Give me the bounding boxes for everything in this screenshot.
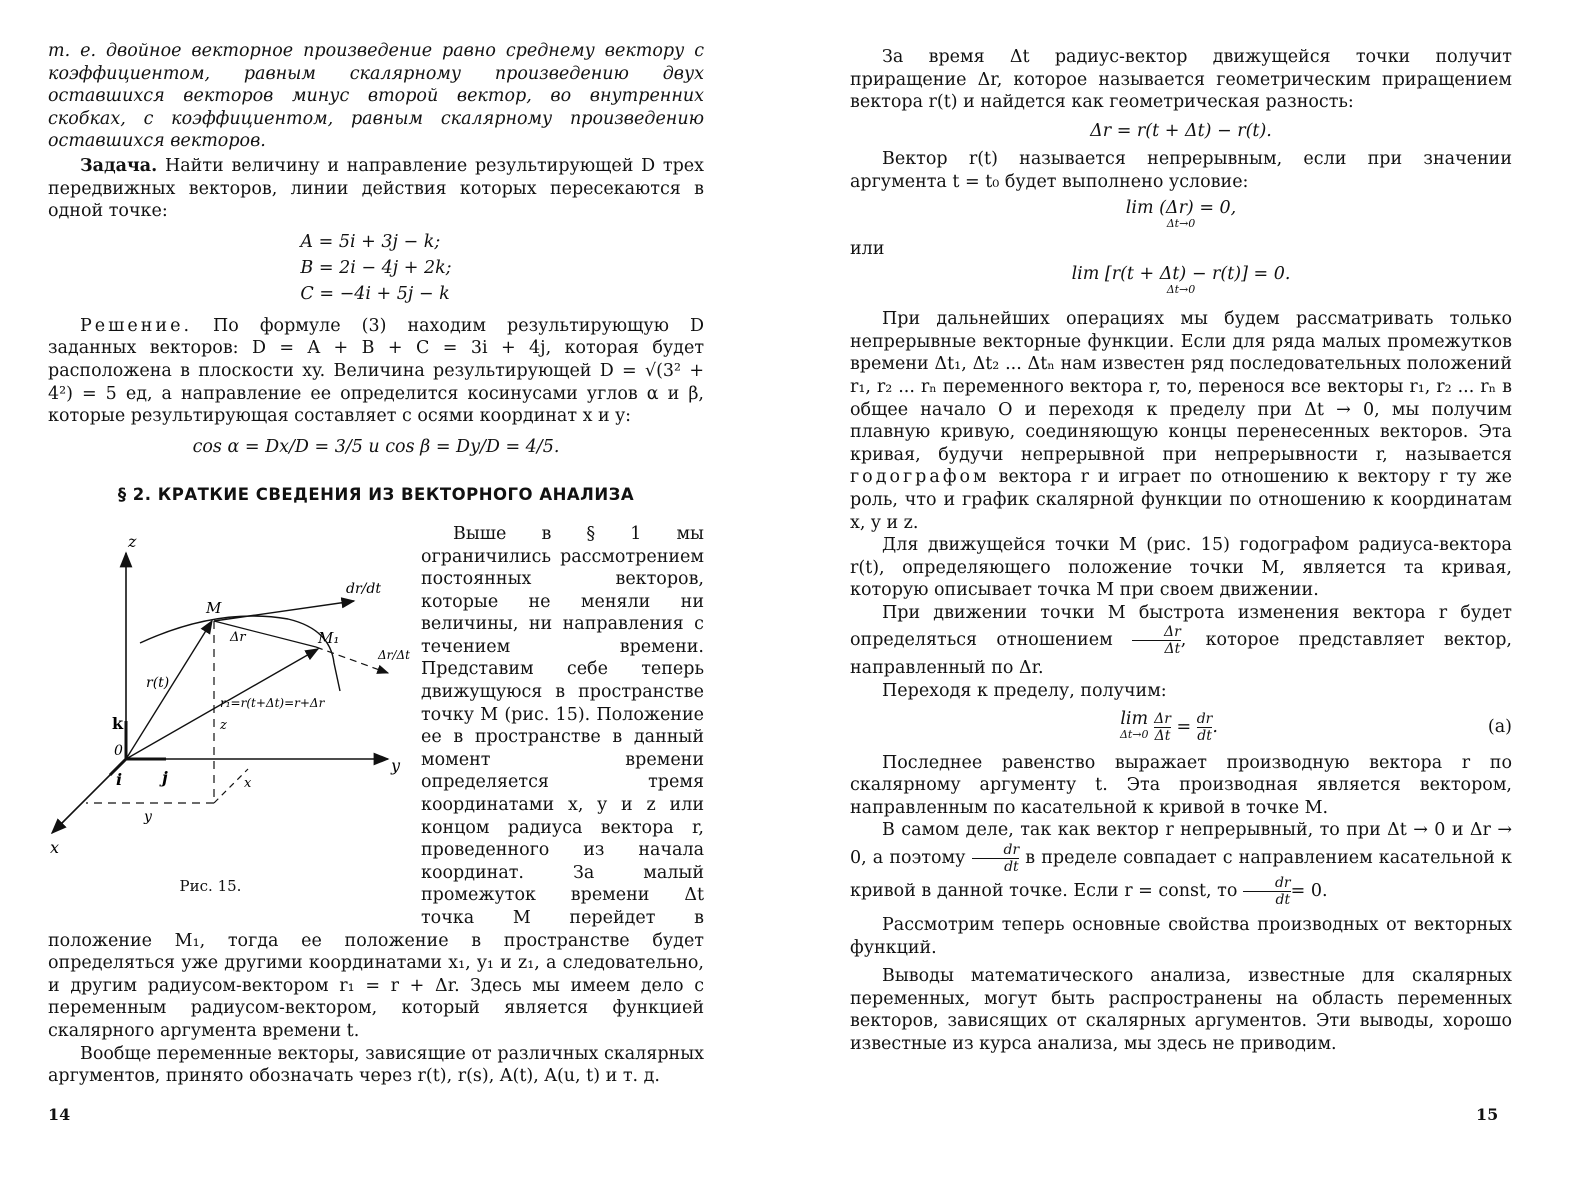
figure-caption: Рис. 15. (179, 876, 242, 895)
right-column (850, 46, 1512, 1056)
page-number-left: 14 (48, 1105, 71, 1124)
task-text: Найти величину и направление результирующей D трех передвижных векторов, линии действия которых пересекаются в одной точке: (48, 155, 704, 222)
limit-equation-1 (850, 197, 1512, 232)
moving-point-paragraph: Для движущейся точки M (рис. 15) годографом радиуса-вектора r(t), определяющего положение точки M, является та кривая, которую описывает точка M при своем движении. (850, 535, 1512, 601)
page-number-right: 15 (1476, 1105, 1499, 1124)
cos-equation: cos α = Dx/D = 3/5 и cos β = Dy/D = 4/5. (192, 436, 560, 457)
projection-diagonal (214, 769, 248, 803)
hodograph-text: При дальнейших операциях мы будем рассматривать только непрерывные векторные функции. Если для ряда малых промежутков времени Δt₁, Δt₂ ... Δtₙ нам известен ряд последовательных положений r₁, r₂ ... rₙ переменного вектора r, то, перенося все векторы r₁, r₂ ... rₙ в общее начало O и переходя к пределу при Δt → 0, мы получим плавную кривую, соединяющую концы перенесенных векторов. Эта кривая, будучи непрерывной при непрерывности r, называется (850, 309, 1512, 465)
conclusions-paragraph: Выводы математического анализа, известные для скалярных переменных, могут быть распространены на область переменных векторов, зависящих от скалярных аргументов. Эти выводы, хорошо известные из курса анализа, мы здесь не приводим. (850, 966, 1512, 1054)
task-label: Задача. (80, 155, 158, 176)
tangent-frac-num: dr (972, 842, 1020, 859)
increment-equation: Δr = r(t + Δt) − r(t). (1090, 120, 1272, 141)
rate-fraction-den: Δt (1164, 641, 1181, 658)
eq4-num1: Δr (1154, 710, 1171, 727)
tangent-text-2: в пределе совпадает с направлением касательной к кривой в данной точке. Если r = const, то (850, 848, 1512, 902)
equation-c: C = −4i + 5j − k (300, 283, 450, 304)
eq4-den2: dt (1197, 727, 1212, 744)
rate-text: При движении точки M быстрота изменения вектора r будет определяться отношением (850, 602, 1512, 651)
r1-equation-label: r₁=r(t+Δt)=r+Δr (220, 695, 325, 710)
limit-intro: Переходя к пределу, получим: (882, 681, 1167, 702)
tangent-text-3: = 0. (1290, 881, 1328, 902)
limit-1-sub: Δt→0 (1166, 216, 1196, 230)
or-word: или (850, 238, 885, 259)
x-axis-label: x (50, 837, 60, 857)
derivative-paragraph: Последнее равенство выражает производную вектора r по скалярному аргументу t. Эта производная является вектором, направленным по касательной к кривой в точке M. (850, 752, 1512, 818)
const-frac-num: dr (1243, 875, 1291, 892)
tangent-paragraph (850, 819, 1512, 908)
i-label: i (116, 769, 123, 789)
tangent-text: В самом деле, так как вектор r непрерывный, то при Δt → 0 и Δr → 0, а поэтому (850, 820, 1512, 869)
rate-fraction (1132, 624, 1181, 657)
solution-label: Решение. (80, 315, 193, 336)
hodograph-paragraph (850, 308, 1512, 534)
equation-b: B = 2i − 4j + 2k; (300, 257, 452, 278)
z-axis-label: z (128, 531, 137, 551)
point-m-label: M (206, 598, 222, 617)
limit-2-sub: Δt→0 (1166, 283, 1196, 297)
hodograph-term: годографом (850, 467, 990, 488)
left-page (0, 0, 760, 1204)
y-projection-label: y (144, 808, 152, 825)
const-frac-den: dt (1275, 892, 1291, 909)
properties-paragraph: Рассмотрим теперь основные свойства производных от векторных функций. (850, 915, 1512, 958)
solution-text: По формуле (3) находим результирующую D заданных векторов: D = A + B + C = 3i + 4j, которая будет расположена в плоскости xy. Величина результирующей D = √(3² + 4²) = 5 ед, а направление ее определится косинусами углов α и β, которые результирующая составляет с осями координат x и y: (48, 315, 704, 427)
task-paragraph (48, 155, 704, 223)
equation-label-a: (a) (1487, 716, 1512, 737)
vector-diagram (48, 523, 413, 873)
eq4-den1: Δt (1154, 727, 1171, 744)
figure-15 (48, 523, 413, 923)
left-column (48, 40, 704, 1088)
k-label: k (112, 713, 124, 733)
right-page (800, 0, 1590, 1204)
delta-r-dt-label: Δr/Δt (378, 647, 410, 662)
eq4-lim: lim (1120, 709, 1149, 730)
eq4-sub: Δt→0 (1119, 728, 1149, 742)
increment-paragraph: За время Δt радиус-вектор движущейся точки получит приращение Δr, которое называется геометрическим приращением вектора r(t) и найдется как геометрическая разность: (850, 47, 1512, 113)
variable-vectors-paragraph: Вообще переменные векторы, зависящие от различных скалярных аргументов, принято обозначать через r(t), r(s), A(t), A(u, t) и т. д. (48, 1043, 704, 1087)
solution-paragraph (48, 315, 704, 428)
hodograph-text-end: вектора r и играет по отношению к вектору r ту же роль, что и график скалярной функции по отношению к координатам x, y и z. (850, 467, 1512, 533)
task-equations (48, 229, 704, 307)
point-m1-label: M₁ (318, 628, 340, 647)
rate-fraction-num: Δr (1132, 624, 1181, 641)
j-label: j (162, 767, 168, 787)
section-heading: § 2. КРАТКИЕ СВЕДЕНИЯ ИЗ ВЕКТОРНОГО АНАЛИЗА (117, 485, 635, 505)
equation-a: A = 5i + 3j − k; (300, 231, 441, 252)
x-projection-label: x (244, 775, 252, 791)
derivative-equation: lim Δt→0 $\frac{\Delta r}{\Delta t}$ = $\frac{dr}{dt}$ . (a) (1119, 709, 1512, 744)
tangent-frac-den: dt (1004, 859, 1019, 876)
intro-paragraph: т. е. двойное векторное произведение равно среднему вектору с коэффициентом, равным скалярному произведению двух оставшихся векторов минус второй вектор, во внутренних скобках, с коэффициентом, равным скалярному произведению оставшихся векторов. (48, 41, 704, 152)
y-axis-label: y (391, 755, 401, 775)
delta-r-label: Δr (230, 629, 246, 645)
limit-1-text: lim (Δr) = 0, (1125, 197, 1237, 218)
r-t-label: r(t) (146, 674, 170, 691)
continuity-paragraph: Вектор r(t) называется непрерывным, если при значении аргумента t = t₀ будет выполнено условие: (850, 149, 1512, 192)
rate-text-end: , которое представляет вектор, направленный по Δr. (850, 630, 1512, 679)
limit-2-text: lim [r(t + Δt) − r(t)] = 0. (1071, 264, 1291, 285)
eq4-num2: dr (1196, 710, 1213, 727)
origin-label: 0 (114, 742, 123, 759)
dr-dt-label: dr/dt (346, 580, 381, 597)
rate-paragraph (850, 602, 1512, 680)
z-projection-label: z (220, 717, 227, 733)
vector-analysis-paragraph: Выше в § 1 мы ограничились рассмотрением постоянных векторов, которые не меняли ни величины, ни направления с течением времени. Представим себе теперь движущуюся в пространстве точку M (рис. 15). Положение ее в пространстве в данный момент времени определяется тремя координатами x, y и z или концом радиуса вектора r, проведенного из начала координат. За малый промежуток времени Δt точка M перейдет в положение M₁, тогда ее положение в пространстве будет определяться уже другими координатами x₁, y₁ и z₁, а следовательно, и другим радиусом-вектором r₁ = r + Δr. Здесь мы имеем дело с переменным радиусом-вектором, который является функцией скалярного аргумента времени t. (48, 523, 704, 1041)
limit-equation-2 (850, 266, 1512, 298)
